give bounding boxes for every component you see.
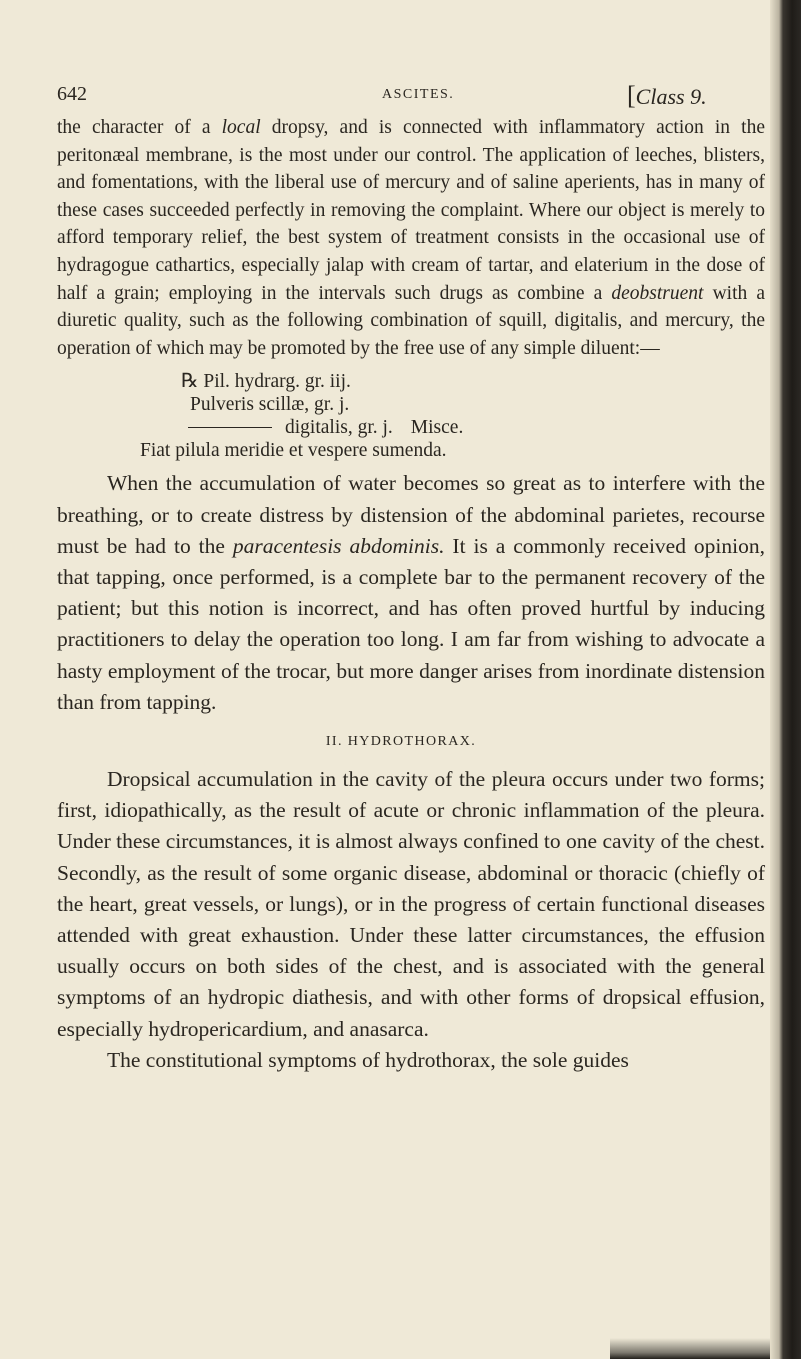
italic-term: paracentesis abdominis. [232,533,445,558]
paragraph-text: dropsy, and is connected with inflammatory action in the peritonæal membrane, is the most under our control. The application of leeches, blisters, and fomentations, with the liberal use of mercury and of saline aperients, has in many of these cases succeeded perfectly in removing the complaint. Where our object is merely to afford temporary relief, the best system of treatment consists in the occasional use of hydragogue cathartics, especially jalap with cream of tartar, and elaterium in the dose of half a grain; employing in the intervals such drugs as combine a [57,117,765,304]
page-number: 642 [57,83,87,105]
paragraph-constitutional-symptoms: The constitutional symptoms of hydrothorax, the sole guides [107,1047,629,1072]
page-body [57,114,765,1076]
bracket-glyph: [ [627,81,636,110]
paragraph-hydrothorax: Dropsical accumulation in the cavity of the pleura occurs under two forms; first, idiopathically, as the result of acute or chronic inflammation of the pleura. Under these circumstances, it is almost always confined to one cavity of the chest. Secondly, as the result of some organic disease, abdominal or thoracic (chiefly of the heart, great vessels, or lungs), or in the progress of certain functional diseases attended with great exhaustion. Under these latter circumstances, the effusion usually occurs on both sides of the chest, and is associated with the general symptoms of an hydropic diathesis, and with other forms of dropsical effusion, especially hydropericardium, and anasarca. [57,766,765,1041]
running-head: ASCITES. [382,87,455,102]
page-header [57,83,765,113]
prescription-misce: Misce. [410,417,464,439]
paragraph-text: the character of a [57,117,222,138]
paragraph-text: It is a commonly received opinion, that tapping, once performed, is a complete bar to the permanent recovery of the patient; but this notion is incorrect, and has often proved hurtful by inducing practitioners to delay the operation too long. I am far from wishing to advocate a hasty employment of the trocar, but more danger arises from inordinate distension than from tapping. [57,533,765,714]
prescription-line: ℞ Pil. hydrarg. gr. iij. [181,371,351,393]
class-label [627,81,707,111]
page-corner-shadow [610,1338,770,1359]
section-heading: II. HYDROTHORAX. [325,733,477,749]
class-label-text: Class 9. [635,84,707,109]
paragraph-text: When the accumulation of water becomes so great as to interfere with the breathing, or to create distress by distension of the abdominal parietes, recourse must be had to the [57,471,765,558]
prescription-line: Pulveris scillæ, gr. j. [190,394,350,416]
prescription [57,370,765,462]
ditto-dash [188,427,272,428]
paragraph-local-dropsy [57,114,765,362]
prescription-line: Fiat pilula meridie et vespere sumenda. [140,440,447,462]
italic-term: deobstruent [611,282,704,304]
italic-term: local [221,117,261,138]
prescription-line [57,416,765,439]
prescription-ingredient: digitalis, gr. j. [285,417,393,439]
book-spine-edge [770,0,801,1359]
paragraph-paracentesis [57,468,765,718]
paragraph-text: with a diuretic quality, such as the following combination of squill, digitalis, and mercury, the operation of which may be promoted by the free use of any simple diluent:— [57,282,766,359]
